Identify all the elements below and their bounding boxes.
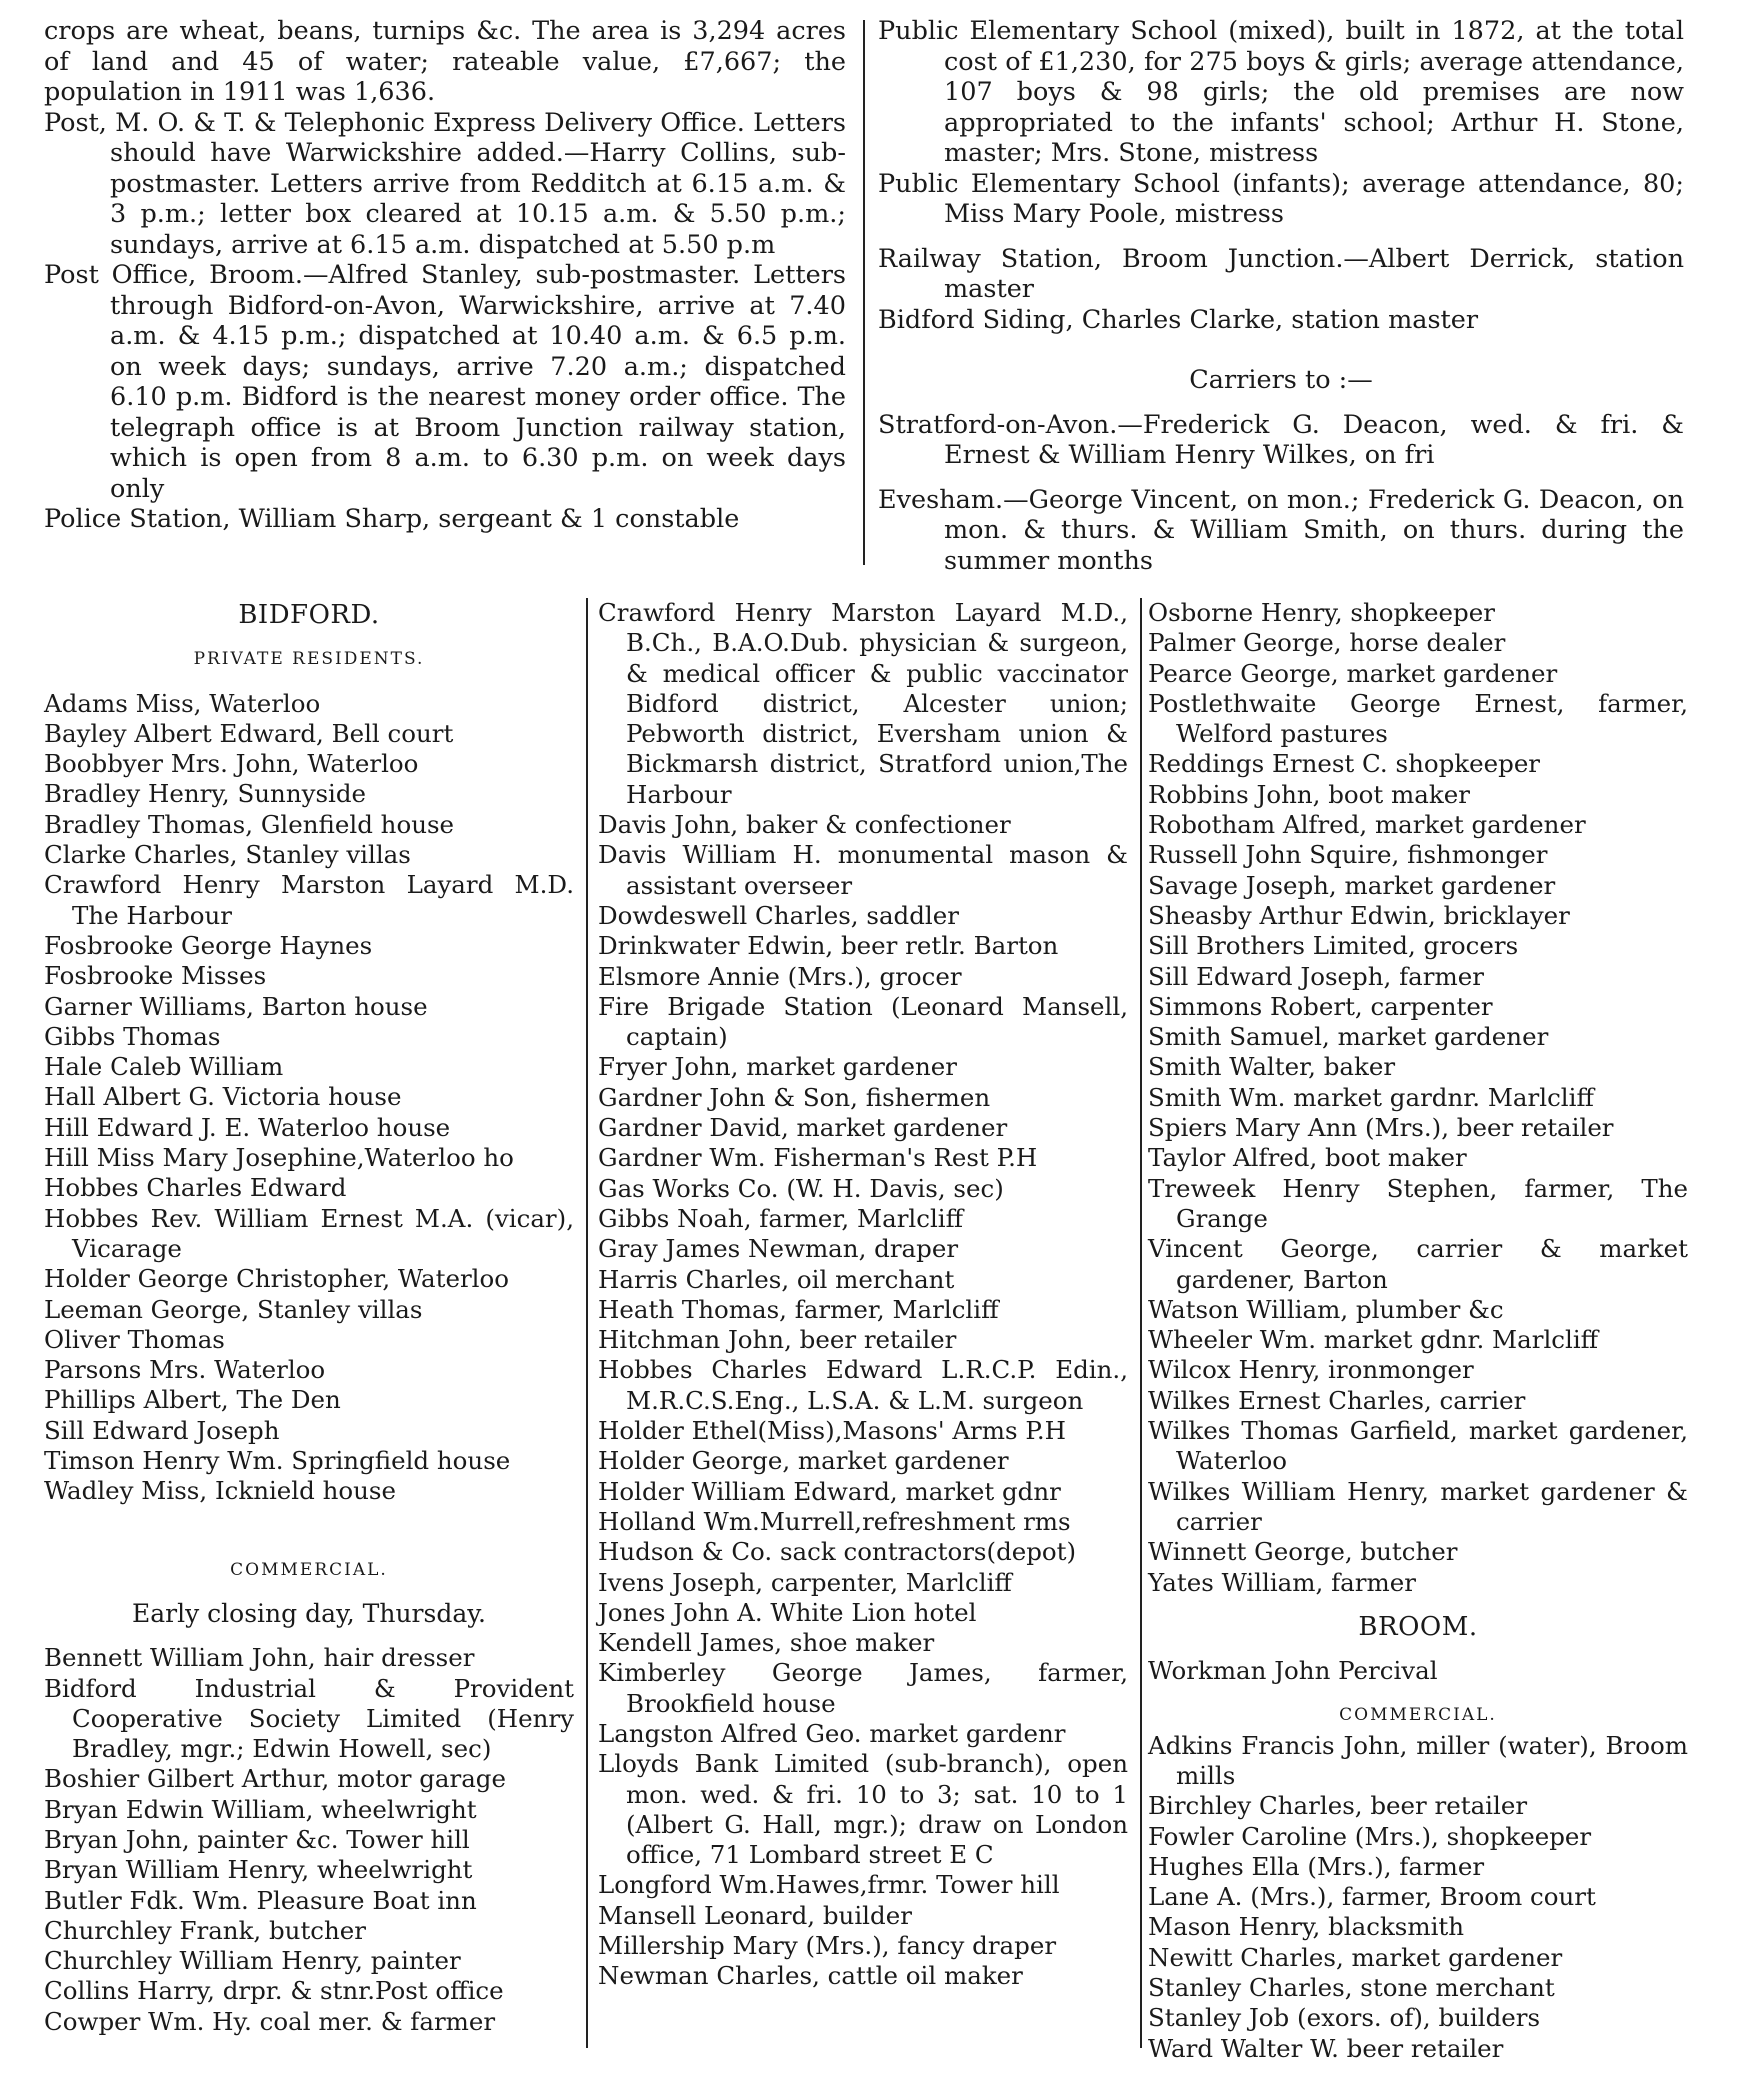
commercial-entry: Bryan Edwin William, wheelwright xyxy=(44,1794,477,1824)
broom-commercial-entry: Adkins Francis John, miller (water), Broom mills xyxy=(1148,1730,1688,1790)
commercial-entry: Elsmore Annie (Mrs.), grocer xyxy=(598,961,962,991)
commercial-entry: Mansell Leonard, builder xyxy=(598,1900,912,1930)
police-station: Police Station, William Sharp, sergeant & 1 constable xyxy=(44,504,740,534)
top-right-column xyxy=(878,16,1684,576)
commercial-entry: Sheasby Arthur Edwin, bricklayer xyxy=(1148,900,1570,930)
commercial-entry: Churchley Frank, butcher xyxy=(44,1915,367,1945)
commercial-entry: Lloyds Bank Limited (sub-branch), open mon. wed. & fri. 10 to 3; sat. 10 to 1 (Albert G. Hall, mgr.); draw on London office, 71 Lombard street E C xyxy=(598,1749,1128,1870)
commercial-list-col2 xyxy=(598,598,1128,1992)
broom-commercial-entry: Mason Henry, blacksmith xyxy=(1148,1912,1465,1942)
commercial-entry: Kimberley George James, farmer, Brookfield house xyxy=(598,1658,1128,1718)
commercial-entry: Vincent George, carrier & market gardener, Barton xyxy=(1148,1234,1688,1294)
commercial-entry: Kendell James, shoe maker xyxy=(598,1628,935,1658)
broom-commercial-entry: Ward Walter W. beer retailer xyxy=(1148,2033,1504,2063)
railway-station: Railway Station, Broom Junction.—Albert Derrick, station master xyxy=(878,243,1684,304)
commercial-entry: Spiers Mary Ann (Mrs.), beer retailer xyxy=(1148,1113,1614,1143)
private-resident-entry: Bradley Henry, Sunnyside xyxy=(44,779,367,809)
bidford-heading: BIDFORD. xyxy=(238,600,380,630)
commercial-entry: Longford Wm.Hawes,frmr. Tower hill xyxy=(598,1870,1060,1900)
private-resident-entry: Timson Henry Wm. Springfield house xyxy=(44,1446,511,1476)
commercial-entry: Hudson & Co. sack contractors(depot) xyxy=(598,1537,1077,1567)
broom-commercial-list xyxy=(1148,1731,1688,2064)
parish-description-continuation: crops are wheat, beans, turnips &c. The area is 3,294 acres of land and 45 of water; rateable value, £7,667; the population in 1911 was 1,636. xyxy=(44,16,846,107)
commercial-entry: Taylor Alfred, boot maker xyxy=(1148,1143,1467,1173)
lower-column-2 xyxy=(598,598,1128,1992)
broom-commercial-entry: Stanley Job (exors. of), builders xyxy=(1148,2003,1541,2033)
private-resident-entry: Oliver Thomas xyxy=(44,1324,225,1354)
commercial-entry: Smith Samuel, market gardener xyxy=(1148,1022,1549,1052)
broom-heading: BROOM. xyxy=(1358,1611,1478,1642)
private-resident-entry: Hill Miss Mary Josephine,Waterloo ho xyxy=(44,1143,514,1173)
commercial-entry: Osborne Henry, shopkeeper xyxy=(1148,598,1495,627)
commercial-entry: Churchley William Henry, painter xyxy=(44,1946,461,1976)
commercial-entry: Dowdeswell Charles, saddler xyxy=(598,900,959,930)
commercial-entry: Smith Wm. market gardnr. Marlcliff xyxy=(1148,1082,1594,1112)
private-resident-entry: Clarke Charles, Stanley villas xyxy=(44,840,411,870)
private-resident-entry: Boobbyer Mrs. John, Waterloo xyxy=(44,749,419,779)
private-resident-entry: Hobbes Rev. William Ernest M.A. (vicar), Vicarage xyxy=(44,1203,574,1263)
broom-private-list xyxy=(1148,1656,1688,1686)
commercial-list-col1 xyxy=(44,1643,574,2037)
commercial-entry: Davis William H. monumental mason & assistant overseer xyxy=(598,840,1128,900)
bidford-siding: Bidford Siding, Charles Clarke, station master xyxy=(878,304,1479,335)
commercial-entry: Bidford Industrial & Provident Cooperative Society Limited (Henry Bradley, mgr.; Edwin Howell, sec) xyxy=(44,1673,574,1764)
top-column-divider xyxy=(863,20,865,565)
commercial-entry: Watson William, plumber &c xyxy=(1148,1294,1504,1324)
lower-column-3 xyxy=(1148,598,1688,2064)
commercial-entry: Winnett George, butcher xyxy=(1148,1537,1458,1567)
carrier-evesham: Evesham.—George Vincent, on mon.; Frederick G. Deacon, on mon. & thurs. & William Smith, on thurs. during the summer months xyxy=(878,484,1684,576)
commercial-heading: COMMERCIAL. xyxy=(230,1559,388,1580)
post-office-broom: Post Office, Broom.—Alfred Stanley, sub-postmaster. Letters through Bidford-on-Avon, Warwickshire, arrive at 7.40 a.m. & 4.15 p.m.; dispatched at 10.40 a.m. & 6.5 p.m. on week days; sundays, arrive 7.20 a.m.; dispatched 6.10 p.m. Bidford is the nearest money order office. The telegraph office is at Broom Junction railway station, which is open from 8 a.m. to 6.30 p.m. on week days only xyxy=(44,260,846,504)
commercial-entry: Gas Works Co. (W. H. Davis, sec) xyxy=(598,1173,1004,1203)
commercial-entry: Wilkes Thomas Garfield, market gardener, Waterloo xyxy=(1148,1416,1688,1476)
private-resident-entry: Leeman George, Stanley villas xyxy=(44,1294,423,1324)
broom-commercial-entry: Hughes Ella (Mrs.), farmer xyxy=(1148,1851,1485,1881)
commercial-entry: Russell John Squire, fishmonger xyxy=(1148,840,1548,870)
private-resident-entry: Garner Williams, Barton house xyxy=(44,991,428,1021)
top-left-column xyxy=(44,16,846,535)
private-resident-entry: Fosbrooke George Haynes xyxy=(44,930,373,960)
commercial-entry: Sill Brothers Limited, grocers xyxy=(1148,931,1519,961)
commercial-entry: Gardner David, market gardener xyxy=(598,1113,1008,1143)
commercial-entry: Wheeler Wm. market gdnr. Marlcliff xyxy=(1148,1325,1599,1355)
private-residents-list xyxy=(44,689,574,1507)
commercial-entry: Boshier Gilbert Arthur, motor garage xyxy=(44,1764,506,1794)
lower-divider-1 xyxy=(586,598,588,2048)
commercial-entry: Langston Alfred Geo. market gardenr xyxy=(598,1718,1066,1748)
commercial-entry: Harris Charles, oil merchant xyxy=(598,1264,955,1294)
commercial-entry: Pearce George, market gardener xyxy=(1148,658,1558,688)
private-resident-entry: Bayley Albert Edward, Bell court xyxy=(44,718,454,748)
commercial-entry: Hobbes Charles Edward L.R.C.P. Edin., M.R.C.S.Eng., L.S.A. & L.M. surgeon xyxy=(598,1355,1128,1415)
private-resident-entry: Hale Caleb William xyxy=(44,1052,284,1082)
private-resident-entry: Phillips Albert, The Den xyxy=(44,1385,341,1415)
private-resident-entry: Hobbes Charles Edward xyxy=(44,1173,347,1203)
commercial-entry: Gibbs Noah, farmer, Marlcliff xyxy=(598,1203,964,1233)
commercial-entry: Gardner Wm. Fisherman's Rest P.H xyxy=(598,1143,1038,1173)
commercial-entry: Postlethwaite George Ernest, farmer, Welford pastures xyxy=(1148,688,1688,749)
private-resident-entry: Bradley Thomas, Glenfield house xyxy=(44,809,455,839)
private-resident-entry: Parsons Mrs. Waterloo xyxy=(44,1355,326,1385)
private-resident-entry: Crawford Henry Marston Layard M.D. The Harbour xyxy=(44,870,574,930)
school-mixed: Public Elementary School (mixed), built in 1872, at the total cost of £1,230, for 275 boys & girls; average attendance, 107 boys & 98 girls; the old premises are now appropriated to the infants' school; Arthur H. Stone, master; Mrs. Stone, mistress xyxy=(878,16,1684,168)
lower-column-1 xyxy=(44,600,574,2037)
commercial-entry: Bryan William Henry, wheelwright xyxy=(44,1855,473,1885)
commercial-entry: Simmons Robert, carpenter xyxy=(1148,991,1493,1021)
broom-resident-entry: Workman John Percival xyxy=(1148,1656,1438,1686)
commercial-entry: Yates William, farmer xyxy=(1148,1567,1416,1597)
carriers-heading: Carriers to :— xyxy=(1189,365,1373,395)
commercial-entry: Gray James Newman, draper xyxy=(598,1234,959,1264)
private-resident-entry: Hill Edward J. E. Waterloo house xyxy=(44,1112,451,1142)
commercial-entry: Wilcox Henry, ironmonger xyxy=(1148,1355,1474,1385)
commercial-entry: Holder Ethel(Miss),Masons' Arms P.H xyxy=(598,1416,1067,1446)
commercial-entry: Drinkwater Edwin, beer retlr. Barton xyxy=(598,931,1059,961)
lower-divider-2 xyxy=(1140,598,1142,2048)
commercial-entry: Butler Fdk. Wm. Pleasure Boat inn xyxy=(44,1885,477,1915)
commercial-entry: Newman Charles, cattle oil maker xyxy=(598,1961,1023,1991)
commercial-entry: Wilkes Ernest Charles, carrier xyxy=(1148,1385,1526,1415)
private-resident-entry: Sill Edward Joseph xyxy=(44,1415,280,1445)
commercial-entry: Holder William Edward, market gdnr xyxy=(598,1476,1061,1506)
broom-commercial-heading: COMMERCIAL. xyxy=(1339,1705,1497,1726)
commercial-entry: Reddings Ernest C. shopkeeper xyxy=(1148,749,1541,779)
commercial-entry: Collins Harry, drpr. & stnr.Post office xyxy=(44,1976,504,2006)
private-resident-entry: Hall Albert G. Victoria house xyxy=(44,1082,402,1112)
private-resident-entry: Holder George Christopher, Waterloo xyxy=(44,1264,509,1294)
commercial-entry: Smith Walter, baker xyxy=(1148,1052,1396,1082)
commercial-entry: Gardner John & Son, fishermen xyxy=(598,1082,991,1112)
broom-commercial-entry: Stanley Charles, stone merchant xyxy=(1148,1973,1555,2003)
commercial-entry: Heath Thomas, farmer, Marlcliff xyxy=(598,1294,999,1324)
commercial-entry: Treweek Henry Stephen, farmer, The Grange xyxy=(1148,1173,1688,1233)
commercial-entry: Wilkes William Henry, market gardener & carrier xyxy=(1148,1476,1688,1536)
carrier-stratford: Stratford-on-Avon.—Frederick G. Deacon, wed. & fri. & Ernest & William Henry Wilkes, on fri xyxy=(878,409,1684,470)
commercial-entry: Palmer George, horse dealer xyxy=(1148,628,1506,658)
private-resident-entry: Fosbrooke Misses xyxy=(44,961,267,991)
post-office-bidford: Post, M. O. & T. & Telephonic Express Delivery Office. Letters should have Warwickshire added.—Harry Collins, sub-postmaster. Letters arrive from Redditch at 6.15 a.m. & 3 p.m.; letter box cleared at 10.15 a.m. & 5.50 p.m.; sundays, arrive at 6.15 a.m. dispatched at 5.50 p.m xyxy=(44,107,846,260)
commercial-entry: Davis John, baker & confectioner xyxy=(598,810,1011,840)
broom-commercial-entry: Newitt Charles, market gardener xyxy=(1148,1942,1563,1972)
commercial-entry: Crawford Henry Marston Layard M.D., B.Ch., B.A.O.Dub. physician & surgeon, & medical officer & public vaccinator Bidford district, Alcester union; Pebworth district, Eversham union & Bickmarsh district, Stratford union,The Harbour xyxy=(598,598,1128,809)
commercial-entry: Hitchman John, beer retailer xyxy=(598,1325,957,1355)
private-resident-entry: Wadley Miss, Icknield house xyxy=(44,1476,396,1506)
commercial-entry: Holder George, market gardener xyxy=(598,1446,1009,1476)
commercial-entry: Robbins John, boot maker xyxy=(1148,779,1470,809)
commercial-entry: Cowper Wm. Hy. coal mer. & farmer xyxy=(44,2006,496,2036)
commercial-entry: Ivens Joseph, carpenter, Marlcliff xyxy=(598,1567,1012,1597)
private-residents-heading: PRIVATE RESIDENTS. xyxy=(193,649,425,670)
commercial-entry: Fire Brigade Station (Leonard Mansell, captain) xyxy=(598,991,1128,1052)
commercial-entry: Jones John A. White Lion hotel xyxy=(598,1597,977,1627)
private-resident-entry: Gibbs Thomas xyxy=(44,1021,221,1051)
commercial-entry: Savage Joseph, market gardener xyxy=(1148,870,1556,900)
commercial-entry: Holland Wm.Murrell,refreshment rms xyxy=(598,1506,1071,1536)
commercial-entry: Fryer John, market gardener xyxy=(598,1052,957,1082)
commercial-entry: Sill Edward Joseph, farmer xyxy=(1148,961,1484,991)
early-closing-note: Early closing day, Thursday. xyxy=(131,1598,487,1628)
broom-commercial-entry: Lane A. (Mrs.), farmer, Broom court xyxy=(1148,1882,1596,1912)
commercial-list-col3 xyxy=(1148,598,1688,1598)
broom-commercial-entry: Birchley Charles, beer retailer xyxy=(1148,1791,1528,1821)
commercial-entry: Bryan John, painter &c. Tower hill xyxy=(44,1824,470,1854)
school-infants: Public Elementary School (infants); average attendance, 80; Miss Mary Poole, mistress xyxy=(878,168,1684,229)
commercial-entry: Robotham Alfred, market gardener xyxy=(1148,810,1586,840)
commercial-entry: Millership Mary (Mrs.), fancy draper xyxy=(598,1931,1057,1961)
commercial-entry: Bennett William John, hair dresser xyxy=(44,1643,475,1673)
private-resident-entry: Adams Miss, Waterloo xyxy=(44,688,321,718)
broom-commercial-entry: Fowler Caroline (Mrs.), shopkeeper xyxy=(1148,1821,1592,1851)
